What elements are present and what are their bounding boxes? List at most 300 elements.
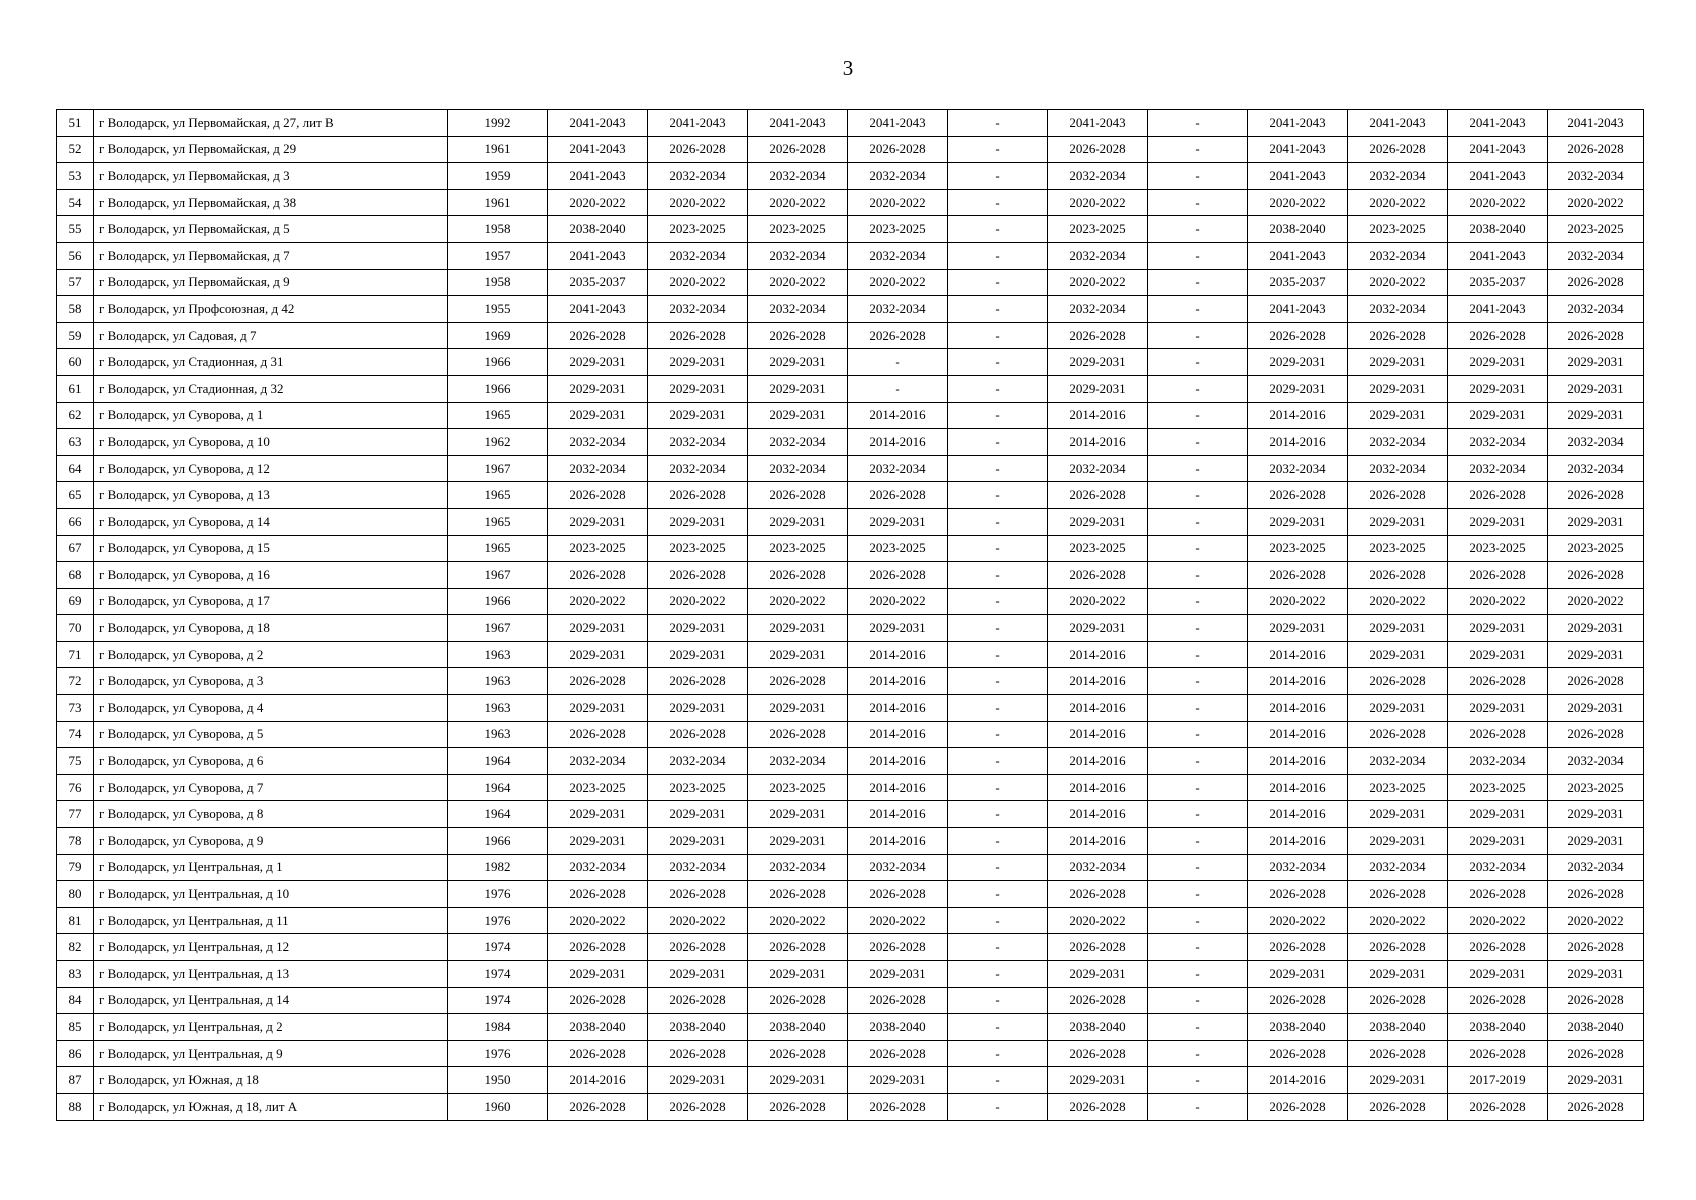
cell-period-col-11: 2029-2031 xyxy=(1548,695,1644,722)
cell-period-col-8: 2032-2034 xyxy=(1248,854,1348,881)
cell-row-number: 60 xyxy=(57,349,94,376)
cell-address: г Володарск, ул Первомайская, д 7 xyxy=(94,242,448,269)
cell-address: г Володарск, ул Суворова, д 13 xyxy=(94,482,448,509)
cell-period-col-3: 2029-2031 xyxy=(748,695,848,722)
cell-period-col-6: 2032-2034 xyxy=(1048,296,1148,323)
cell-period-col-10: 2020-2022 xyxy=(1448,907,1548,934)
cell-period-col-10: 2020-2022 xyxy=(1448,189,1548,216)
cell-period-col-8: 2026-2028 xyxy=(1248,562,1348,589)
cell-period-col-9: 2020-2022 xyxy=(1348,189,1448,216)
cell-period-col-9: 2023-2025 xyxy=(1348,216,1448,243)
table-row xyxy=(57,269,1644,296)
cell-period-col-9: 2029-2031 xyxy=(1348,828,1448,855)
table-row xyxy=(57,296,1644,323)
cell-build-year: 1964 xyxy=(448,801,548,828)
table-row xyxy=(57,641,1644,668)
cell-period-col-7: - xyxy=(1148,1040,1248,1067)
cell-period-col-5: - xyxy=(948,907,1048,934)
cell-address: г Володарск, ул Суворова, д 12 xyxy=(94,455,448,482)
cell-period-col-11: 2020-2022 xyxy=(1548,588,1644,615)
cell-period-col-10: 2029-2031 xyxy=(1448,801,1548,828)
cell-period-col-10: 2032-2034 xyxy=(1448,854,1548,881)
cell-period-col-11: 2026-2028 xyxy=(1548,322,1644,349)
cell-period-col-7: - xyxy=(1148,695,1248,722)
cell-period-col-4: 2014-2016 xyxy=(848,668,948,695)
cell-address: г Володарск, ул Суворова, д 16 xyxy=(94,562,448,589)
cell-period-col-9: 2029-2031 xyxy=(1348,961,1448,988)
cell-period-col-8: 2014-2016 xyxy=(1248,828,1348,855)
cell-period-col-1: 2029-2031 xyxy=(548,402,648,429)
cell-period-col-9: 2026-2028 xyxy=(1348,1093,1448,1120)
cell-period-col-11: 2026-2028 xyxy=(1548,934,1644,961)
cell-period-col-7: - xyxy=(1148,375,1248,402)
cell-period-col-11: 2026-2028 xyxy=(1548,721,1644,748)
cell-period-col-5: - xyxy=(948,242,1048,269)
cell-period-col-10: 2041-2043 xyxy=(1448,110,1548,137)
cell-period-col-11: 2029-2031 xyxy=(1548,828,1644,855)
cell-build-year: 1967 xyxy=(448,615,548,642)
table-row xyxy=(57,854,1644,881)
table-row xyxy=(57,987,1644,1014)
cell-period-col-10: 2026-2028 xyxy=(1448,562,1548,589)
table-row xyxy=(57,907,1644,934)
cell-period-col-10: 2038-2040 xyxy=(1448,216,1548,243)
cell-period-col-8: 2026-2028 xyxy=(1248,987,1348,1014)
table-row xyxy=(57,1093,1644,1120)
cell-period-col-2: 2032-2034 xyxy=(648,242,748,269)
cell-period-col-10: 2026-2028 xyxy=(1448,721,1548,748)
cell-build-year: 1959 xyxy=(448,163,548,190)
cell-period-col-1: 2032-2034 xyxy=(548,429,648,456)
cell-period-col-5: - xyxy=(948,562,1048,589)
table-row xyxy=(57,615,1644,642)
cell-period-col-4: 2041-2043 xyxy=(848,110,948,137)
cell-period-col-5: - xyxy=(948,296,1048,323)
cell-period-col-8: 2041-2043 xyxy=(1248,296,1348,323)
cell-period-col-5: - xyxy=(948,854,1048,881)
cell-period-col-2: 2032-2034 xyxy=(648,748,748,775)
cell-period-col-7: - xyxy=(1148,588,1248,615)
cell-period-col-8: 2014-2016 xyxy=(1248,721,1348,748)
cell-period-col-8: 2026-2028 xyxy=(1248,934,1348,961)
cell-period-col-9: 2029-2031 xyxy=(1348,349,1448,376)
cell-period-col-2: 2026-2028 xyxy=(648,1040,748,1067)
cell-period-col-7: - xyxy=(1148,854,1248,881)
cell-period-col-8: 2026-2028 xyxy=(1248,322,1348,349)
cell-period-col-9: 2029-2031 xyxy=(1348,695,1448,722)
cell-period-col-10: 2026-2028 xyxy=(1448,987,1548,1014)
cell-period-col-7: - xyxy=(1148,615,1248,642)
cell-row-number: 65 xyxy=(57,482,94,509)
cell-period-col-10: 2038-2040 xyxy=(1448,1014,1548,1041)
cell-period-col-4: 2026-2028 xyxy=(848,562,948,589)
cell-period-col-2: 2029-2031 xyxy=(648,508,748,535)
cell-period-col-6: 2014-2016 xyxy=(1048,429,1148,456)
table-row xyxy=(57,881,1644,908)
cell-row-number: 73 xyxy=(57,695,94,722)
cell-period-col-5: - xyxy=(948,535,1048,562)
cell-period-col-4: 2026-2028 xyxy=(848,482,948,509)
cell-period-col-5: - xyxy=(948,828,1048,855)
cell-period-col-5: - xyxy=(948,1014,1048,1041)
cell-period-col-11: 2026-2028 xyxy=(1548,1040,1644,1067)
cell-period-col-3: 2029-2031 xyxy=(748,349,848,376)
cell-address: г Володарск, ул Южная, д 18 xyxy=(94,1067,448,1094)
cell-period-col-8: 2014-2016 xyxy=(1248,402,1348,429)
cell-period-col-6: 2026-2028 xyxy=(1048,1093,1148,1120)
cell-period-col-11: 2032-2034 xyxy=(1548,748,1644,775)
cell-period-col-6: 2029-2031 xyxy=(1048,1067,1148,1094)
cell-period-col-4: 2026-2028 xyxy=(848,1040,948,1067)
cell-period-col-9: 2032-2034 xyxy=(1348,242,1448,269)
cell-period-col-6: 2014-2016 xyxy=(1048,668,1148,695)
cell-period-col-8: 2014-2016 xyxy=(1248,641,1348,668)
cell-period-col-2: 2038-2040 xyxy=(648,1014,748,1041)
cell-period-col-9: 2041-2043 xyxy=(1348,110,1448,137)
cell-period-col-5: - xyxy=(948,375,1048,402)
table-body xyxy=(57,110,1644,1121)
cell-period-col-7: - xyxy=(1148,562,1248,589)
cell-period-col-7: - xyxy=(1148,296,1248,323)
cell-period-col-4: 2032-2034 xyxy=(848,854,948,881)
cell-row-number: 86 xyxy=(57,1040,94,1067)
cell-period-col-5: - xyxy=(948,508,1048,535)
cell-period-col-4: 2014-2016 xyxy=(848,774,948,801)
cell-period-col-3: 2026-2028 xyxy=(748,881,848,908)
cell-period-col-10: 2023-2025 xyxy=(1448,535,1548,562)
table-row xyxy=(57,1014,1644,1041)
cell-period-col-5: - xyxy=(948,615,1048,642)
cell-period-col-7: - xyxy=(1148,189,1248,216)
cell-address: г Володарск, ул Суворова, д 17 xyxy=(94,588,448,615)
cell-period-col-6: 2014-2016 xyxy=(1048,721,1148,748)
cell-build-year: 1966 xyxy=(448,588,548,615)
cell-build-year: 1984 xyxy=(448,1014,548,1041)
cell-period-col-9: 2029-2031 xyxy=(1348,641,1448,668)
cell-period-col-8: 2014-2016 xyxy=(1248,1067,1348,1094)
cell-period-col-4: 2029-2031 xyxy=(848,1067,948,1094)
cell-period-col-6: 2032-2034 xyxy=(1048,455,1148,482)
cell-address: г Володарск, ул Центральная, д 14 xyxy=(94,987,448,1014)
cell-period-col-4: 2032-2034 xyxy=(848,163,948,190)
cell-period-col-11: 2029-2031 xyxy=(1548,375,1644,402)
cell-address: г Володарск, ул Садовая, д 7 xyxy=(94,322,448,349)
cell-period-col-5: - xyxy=(948,721,1048,748)
cell-period-col-2: 2020-2022 xyxy=(648,269,748,296)
cell-address: г Володарск, ул Первомайская, д 27, лит В xyxy=(94,110,448,137)
cell-period-col-1: 2014-2016 xyxy=(548,1067,648,1094)
cell-build-year: 1960 xyxy=(448,1093,548,1120)
cell-period-col-6: 2032-2034 xyxy=(1048,163,1148,190)
cell-period-col-7: - xyxy=(1148,322,1248,349)
cell-period-col-2: 2026-2028 xyxy=(648,482,748,509)
cell-period-col-4: 2023-2025 xyxy=(848,535,948,562)
cell-period-col-11: 2026-2028 xyxy=(1548,1093,1644,1120)
cell-period-col-10: 2041-2043 xyxy=(1448,136,1548,163)
cell-period-col-4: 2020-2022 xyxy=(848,189,948,216)
cell-period-col-6: 2026-2028 xyxy=(1048,136,1148,163)
table-row xyxy=(57,429,1644,456)
cell-period-col-9: 2029-2031 xyxy=(1348,615,1448,642)
cell-period-col-9: 2026-2028 xyxy=(1348,668,1448,695)
cell-period-col-1: 2041-2043 xyxy=(548,110,648,137)
cell-period-col-2: 2032-2034 xyxy=(648,854,748,881)
cell-address: г Володарск, ул Суворова, д 8 xyxy=(94,801,448,828)
cell-period-col-1: 2029-2031 xyxy=(548,375,648,402)
cell-period-col-8: 2020-2022 xyxy=(1248,588,1348,615)
cell-period-col-7: - xyxy=(1148,1067,1248,1094)
cell-address: г Володарск, ул Первомайская, д 3 xyxy=(94,163,448,190)
cell-period-col-7: - xyxy=(1148,668,1248,695)
cell-period-col-11: 2023-2025 xyxy=(1548,774,1644,801)
cell-build-year: 1982 xyxy=(448,854,548,881)
cell-period-col-4: 2014-2016 xyxy=(848,801,948,828)
cell-period-col-4: 2014-2016 xyxy=(848,748,948,775)
cell-period-col-9: 2032-2034 xyxy=(1348,455,1448,482)
cell-period-col-3: 2029-2031 xyxy=(748,1067,848,1094)
cell-build-year: 1976 xyxy=(448,881,548,908)
cell-period-col-5: - xyxy=(948,455,1048,482)
table-row xyxy=(57,455,1644,482)
cell-period-col-7: - xyxy=(1148,641,1248,668)
cell-period-col-2: 2026-2028 xyxy=(648,1093,748,1120)
table-row xyxy=(57,163,1644,190)
cell-row-number: 57 xyxy=(57,269,94,296)
cell-period-col-5: - xyxy=(948,668,1048,695)
cell-period-col-2: 2026-2028 xyxy=(648,322,748,349)
cell-build-year: 1992 xyxy=(448,110,548,137)
cell-period-col-3: 2032-2034 xyxy=(748,748,848,775)
cell-period-col-10: 2029-2031 xyxy=(1448,695,1548,722)
cell-period-col-10: 2041-2043 xyxy=(1448,242,1548,269)
cell-period-col-10: 2026-2028 xyxy=(1448,1093,1548,1120)
cell-row-number: 62 xyxy=(57,402,94,429)
cell-period-col-3: 2041-2043 xyxy=(748,110,848,137)
cell-period-col-7: - xyxy=(1148,402,1248,429)
cell-row-number: 54 xyxy=(57,189,94,216)
cell-period-col-10: 2029-2031 xyxy=(1448,508,1548,535)
cell-period-col-3: 2026-2028 xyxy=(748,322,848,349)
cell-period-col-3: 2032-2034 xyxy=(748,163,848,190)
cell-period-col-11: 2029-2031 xyxy=(1548,508,1644,535)
cell-period-col-1: 2026-2028 xyxy=(548,721,648,748)
cell-period-col-3: 2020-2022 xyxy=(748,189,848,216)
cell-period-col-1: 2026-2028 xyxy=(548,987,648,1014)
cell-period-col-9: 2038-2040 xyxy=(1348,1014,1448,1041)
cell-period-col-6: 2029-2031 xyxy=(1048,615,1148,642)
cell-period-col-7: - xyxy=(1148,881,1248,908)
cell-address: г Володарск, ул Суворова, д 18 xyxy=(94,615,448,642)
cell-period-col-2: 2029-2031 xyxy=(648,641,748,668)
cell-row-number: 70 xyxy=(57,615,94,642)
table-row xyxy=(57,482,1644,509)
cell-period-col-1: 2029-2031 xyxy=(548,828,648,855)
cell-period-col-1: 2038-2040 xyxy=(548,216,648,243)
page-number: 3 xyxy=(842,56,854,80)
cell-period-col-2: 2041-2043 xyxy=(648,110,748,137)
cell-period-col-7: - xyxy=(1148,535,1248,562)
cell-row-number: 83 xyxy=(57,961,94,988)
cell-period-col-6: 2020-2022 xyxy=(1048,907,1148,934)
cell-period-col-11: 2026-2028 xyxy=(1548,482,1644,509)
cell-period-col-2: 2032-2034 xyxy=(648,455,748,482)
cell-period-col-4: 2014-2016 xyxy=(848,641,948,668)
cell-address: г Володарск, ул Центральная, д 10 xyxy=(94,881,448,908)
cell-period-col-5: - xyxy=(948,695,1048,722)
cell-period-col-7: - xyxy=(1148,961,1248,988)
cell-period-col-6: 2020-2022 xyxy=(1048,189,1148,216)
cell-period-col-2: 2029-2031 xyxy=(648,349,748,376)
cell-period-col-3: 2026-2028 xyxy=(748,482,848,509)
cell-period-col-8: 2035-2037 xyxy=(1248,269,1348,296)
cell-period-col-9: 2029-2031 xyxy=(1348,1067,1448,1094)
cell-period-col-8: 2038-2040 xyxy=(1248,216,1348,243)
cell-period-col-4: 2020-2022 xyxy=(848,588,948,615)
cell-period-col-4: - xyxy=(848,349,948,376)
cell-period-col-3: 2029-2031 xyxy=(748,641,848,668)
cell-period-col-7: - xyxy=(1148,429,1248,456)
cell-build-year: 1965 xyxy=(448,508,548,535)
cell-build-year: 1966 xyxy=(448,828,548,855)
cell-period-col-4: 2026-2028 xyxy=(848,934,948,961)
cell-period-col-10: 2029-2031 xyxy=(1448,828,1548,855)
cell-period-col-5: - xyxy=(948,216,1048,243)
cell-period-col-6: 2038-2040 xyxy=(1048,1014,1148,1041)
cell-period-col-11: 2032-2034 xyxy=(1548,242,1644,269)
cell-period-col-8: 2029-2031 xyxy=(1248,375,1348,402)
cell-period-col-4: 2032-2034 xyxy=(848,296,948,323)
cell-period-col-5: - xyxy=(948,588,1048,615)
cell-period-col-6: 2032-2034 xyxy=(1048,242,1148,269)
cell-row-number: 79 xyxy=(57,854,94,881)
cell-build-year: 1965 xyxy=(448,402,548,429)
cell-build-year: 1974 xyxy=(448,987,548,1014)
cell-period-col-2: 2029-2031 xyxy=(648,402,748,429)
cell-row-number: 77 xyxy=(57,801,94,828)
cell-address: г Володарск, ул Стадионная, д 31 xyxy=(94,349,448,376)
cell-period-col-8: 2029-2031 xyxy=(1248,508,1348,535)
cell-address: г Володарск, ул Первомайская, д 9 xyxy=(94,269,448,296)
cell-period-col-9: 2032-2034 xyxy=(1348,163,1448,190)
cell-period-col-11: 2026-2028 xyxy=(1548,269,1644,296)
cell-period-col-3: 2026-2028 xyxy=(748,1040,848,1067)
cell-row-number: 72 xyxy=(57,668,94,695)
cell-row-number: 56 xyxy=(57,242,94,269)
cell-period-col-4: 2032-2034 xyxy=(848,242,948,269)
cell-period-col-3: 2020-2022 xyxy=(748,907,848,934)
cell-row-number: 66 xyxy=(57,508,94,535)
cell-row-number: 59 xyxy=(57,322,94,349)
cell-period-col-2: 2023-2025 xyxy=(648,216,748,243)
cell-period-col-3: 2029-2031 xyxy=(748,508,848,535)
cell-period-col-11: 2023-2025 xyxy=(1548,216,1644,243)
table-row xyxy=(57,216,1644,243)
cell-period-col-5: - xyxy=(948,349,1048,376)
cell-period-col-7: - xyxy=(1148,242,1248,269)
cell-period-col-3: 2029-2031 xyxy=(748,615,848,642)
cell-period-col-3: 2032-2034 xyxy=(748,296,848,323)
cell-period-col-7: - xyxy=(1148,721,1248,748)
cell-period-col-5: - xyxy=(948,136,1048,163)
cell-period-col-4: 2029-2031 xyxy=(848,508,948,535)
cell-period-col-8: 2026-2028 xyxy=(1248,482,1348,509)
cell-period-col-6: 2029-2031 xyxy=(1048,375,1148,402)
cell-period-col-2: 2026-2028 xyxy=(648,721,748,748)
cell-period-col-1: 2041-2043 xyxy=(548,136,648,163)
cell-period-col-9: 2026-2028 xyxy=(1348,562,1448,589)
cell-period-col-7: - xyxy=(1148,748,1248,775)
cell-period-col-1: 2029-2031 xyxy=(548,615,648,642)
cell-build-year: 1969 xyxy=(448,322,548,349)
cell-period-col-11: 2026-2028 xyxy=(1548,987,1644,1014)
cell-period-col-6: 2029-2031 xyxy=(1048,349,1148,376)
cell-row-number: 64 xyxy=(57,455,94,482)
cell-period-col-9: 2029-2031 xyxy=(1348,375,1448,402)
cell-period-col-9: 2026-2028 xyxy=(1348,1040,1448,1067)
cell-period-col-9: 2026-2028 xyxy=(1348,482,1448,509)
cell-row-number: 71 xyxy=(57,641,94,668)
cell-period-col-1: 2041-2043 xyxy=(548,296,648,323)
cell-row-number: 78 xyxy=(57,828,94,855)
cell-period-col-1: 2020-2022 xyxy=(548,907,648,934)
cell-address: г Володарск, ул Суворова, д 5 xyxy=(94,721,448,748)
cell-period-col-11: 2032-2034 xyxy=(1548,455,1644,482)
cell-period-col-1: 2026-2028 xyxy=(548,668,648,695)
cell-build-year: 1967 xyxy=(448,455,548,482)
cell-period-col-8: 2029-2031 xyxy=(1248,961,1348,988)
cell-period-col-8: 2023-2025 xyxy=(1248,535,1348,562)
cell-period-col-5: - xyxy=(948,1067,1048,1094)
cell-period-col-6: 2026-2028 xyxy=(1048,881,1148,908)
cell-period-col-2: 2026-2028 xyxy=(648,136,748,163)
cell-period-col-10: 2026-2028 xyxy=(1448,668,1548,695)
cell-build-year: 1964 xyxy=(448,774,548,801)
cell-period-col-4: 2020-2022 xyxy=(848,907,948,934)
cell-period-col-10: 2026-2028 xyxy=(1448,1040,1548,1067)
cell-period-col-7: - xyxy=(1148,349,1248,376)
cell-period-col-6: 2026-2028 xyxy=(1048,987,1148,1014)
cell-period-col-9: 2032-2034 xyxy=(1348,748,1448,775)
table-row xyxy=(57,375,1644,402)
cell-period-col-5: - xyxy=(948,402,1048,429)
cell-build-year: 1963 xyxy=(448,641,548,668)
cell-period-col-9: 2020-2022 xyxy=(1348,588,1448,615)
cell-period-col-4: 2026-2028 xyxy=(848,322,948,349)
cell-period-col-6: 2032-2034 xyxy=(1048,854,1148,881)
cell-period-col-1: 2026-2028 xyxy=(548,322,648,349)
cell-period-col-7: - xyxy=(1148,163,1248,190)
cell-address: г Володарск, ул Суворова, д 15 xyxy=(94,535,448,562)
cell-period-col-6: 2014-2016 xyxy=(1048,774,1148,801)
cell-period-col-6: 2023-2025 xyxy=(1048,535,1148,562)
cell-build-year: 1962 xyxy=(448,429,548,456)
table-row xyxy=(57,322,1644,349)
cell-period-col-1: 2026-2028 xyxy=(548,562,648,589)
cell-build-year: 1963 xyxy=(448,668,548,695)
cell-period-col-9: 2029-2031 xyxy=(1348,801,1448,828)
table-row xyxy=(57,1040,1644,1067)
cell-period-col-11: 2032-2034 xyxy=(1548,163,1644,190)
cell-period-col-8: 2041-2043 xyxy=(1248,242,1348,269)
cell-build-year: 1961 xyxy=(448,189,548,216)
cell-row-number: 61 xyxy=(57,375,94,402)
cell-row-number: 51 xyxy=(57,110,94,137)
cell-period-col-8: 2014-2016 xyxy=(1248,429,1348,456)
table-row xyxy=(57,934,1644,961)
cell-build-year: 1958 xyxy=(448,269,548,296)
table-row xyxy=(57,508,1644,535)
cell-period-col-3: 2026-2028 xyxy=(748,136,848,163)
